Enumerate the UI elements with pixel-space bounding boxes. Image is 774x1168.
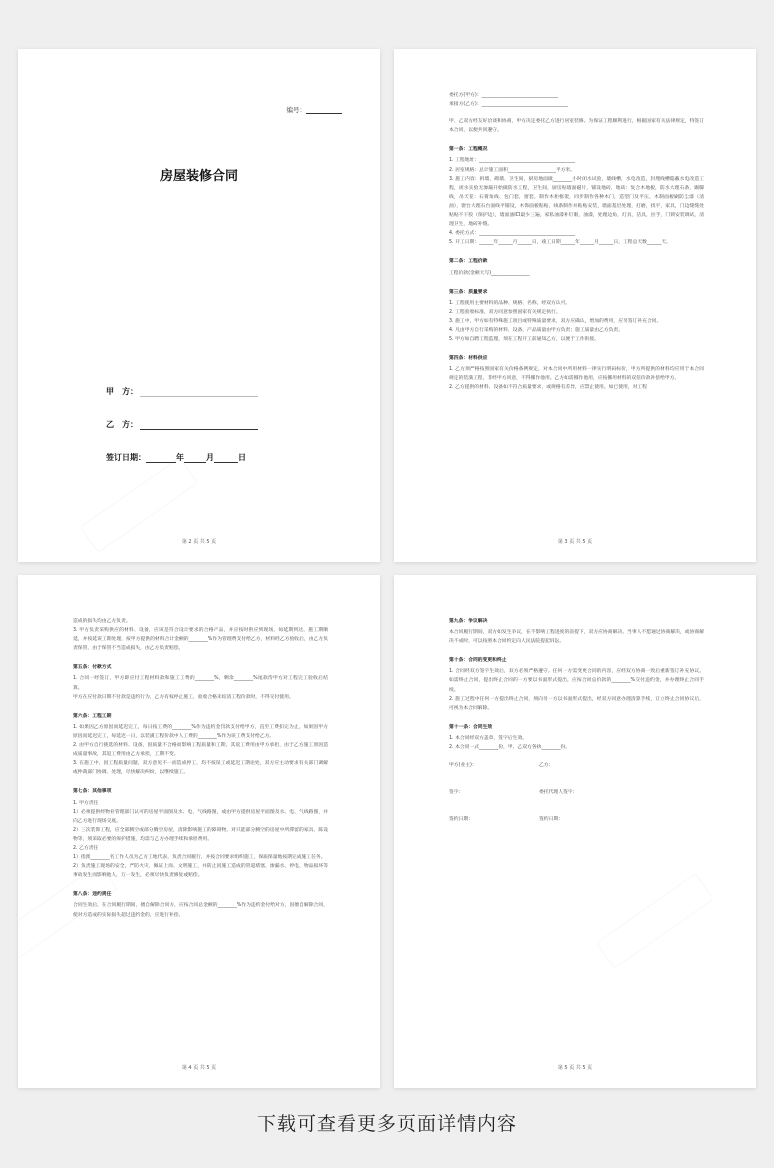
- clause-paragraph: 5. 开工日期：______年______月______日，竣工日期______年______月______日，工程总天数______天。: [449, 240, 671, 246]
- page-4-body: [73, 617, 328, 920]
- clause-paragraph: 1. 工程地址：________________________________________: [449, 158, 576, 164]
- signature-right-label: 委托代理人签字：: [539, 790, 578, 796]
- clause-paragraph: 承接方(乙方)：____________________________________: [449, 102, 568, 108]
- signature-row: [449, 788, 704, 797]
- clause-paragraph: 造成的损失均由乙方负责。: [73, 619, 131, 624]
- contract-page-5: [394, 575, 756, 1088]
- signature-block: [449, 761, 704, 824]
- clause-paragraph: 1. 如果因乙方原因而延迟完工，每日按工费的________%作为违约金罚款支付给甲方，直至工费扣完为止，如果因甲方原因而延迟完工，每延迟一日，以装潢工程价款中人工费的________%作为误工费支付给乙方。: [73, 724, 328, 739]
- clause-paragraph: 4. 委托方式：________________________________________: [449, 231, 576, 237]
- clause-paragraph: 4. 凡由甲方自行采购的材料、设备，产品质量由甲方负责；施工质量由乙方负责。: [449, 327, 623, 333]
- clause-paragraph: 2. 乙方提供的材料、设备如不符合质量要求，或规格有差异，应禁止使用。如已使用，对工程: [449, 385, 647, 391]
- clause-paragraph: 1）必须提供经物业管理部门认可的房屋平面图及水、电、气线路图，或由甲方提供房屋平面图及水、电、气线路图，并向乙方进行现场交底。: [73, 809, 328, 824]
- clause-paragraph: 甲、乙双方经友好洽谈和协商，甲方决定委托乙方进行居室装修。为保证工程顺利进行，根据国家有关法律规定，特签订本合同，以便共同遵守。: [449, 119, 704, 134]
- clause-heading: 第三条：质量要求: [449, 289, 488, 295]
- party-b-blank: [140, 421, 258, 430]
- clause-heading: 第五条：付款方式: [73, 665, 112, 671]
- clause-paragraph: 2. 本合同一式________份，甲、乙双方各执________份。: [449, 745, 571, 751]
- clause-paragraph: 2）三次装饰工程，应全部腾空或部分腾空房屋，清除影响施工的障碍物，对只能部分腾空的房屋中所滞留的家具、陈设物等，须采取必要的保护措施，均需与乙方办理手续和承担费用。: [73, 827, 328, 842]
- clause-heading: 第十条：合同的变更和终止: [449, 658, 507, 664]
- day-blank: [214, 454, 238, 463]
- signature-right-label: 乙方：: [539, 763, 554, 769]
- contract-number-label: 编号：: [286, 106, 306, 114]
- month-label: 月: [206, 453, 214, 462]
- contract-page-3: [394, 49, 756, 562]
- clause-paragraph: 5. 甲方如自聘工程监理，须在工程开工前通知乙方，以便于工作衔接。: [449, 337, 600, 343]
- page-number: 第 2 页 共 5 页: [181, 539, 217, 545]
- cover-page: [18, 49, 380, 562]
- page-5-clauses: [449, 617, 704, 752]
- clause-paragraph: 2. 由甲方自行挑选的材料、设备，因质量不合格而影响工程质量和工期，其返工费用由甲方承担，由于乙方施工原因造成质量事故，其返工费用由乙方承担，工期不变。: [73, 743, 328, 758]
- clause-paragraph: 2. 居室规格：总计施工面积____________________平方米。: [449, 167, 576, 173]
- page-3-body: [449, 91, 704, 393]
- clause-paragraph: 1）指派________名工作人员为乙方工地代表，负责合同履行，并按合同要求组织施工，保质保量地按期完成施工任务。: [73, 855, 326, 861]
- page-number: 第 4 页 共 5 页: [181, 1065, 217, 1071]
- clause-paragraph: 本合同履行期间，双方如发生争议，在不影响工程进度的前提下，双方应协商解决。当事人不愿通过协商解决，或协商解决不成时，可以按照本合同约定向人民法院提起诉讼。: [449, 630, 704, 645]
- contract-number: [287, 105, 343, 114]
- page-5-body: [449, 617, 704, 842]
- sign-date-label: 签订日期：: [106, 453, 146, 462]
- clause-paragraph: 1. 本合同经双方盖章、签字后生效。: [449, 735, 528, 741]
- clause-paragraph: 1. 乙方须严格按照国家有关价格条例规定，对本合同中所用材料一律实行明码标价，甲方所提供的材料均应用于本合同规定的装潢工程，非经甲方同意，不得挪作他用。乙方如需挪作他用，应按挪用材料的双倍价款补偿给甲方。: [449, 367, 704, 382]
- month-blank: [184, 454, 206, 463]
- contract-title: 房屋装修合同: [159, 169, 238, 184]
- contract-number-blank: [306, 107, 342, 114]
- watermark: [596, 873, 714, 969]
- day-label: 日: [238, 453, 246, 462]
- clause-heading: 第六条：工程工期: [73, 713, 112, 719]
- party-a-label: 甲 方：: [106, 387, 138, 396]
- clause-paragraph: 2. 工程验收标准，双方同意参照国家有关规定执行。: [449, 309, 561, 315]
- year-label: 年: [176, 453, 184, 462]
- clause-paragraph: 1. 合同一经签订，甲方即应付工程材料款和施工工费的________%，剩余________%尾款待甲方对工程完工验收后结算。: [73, 676, 328, 691]
- clause-paragraph: 3. 甲方负责采购供应的材料、设备，应该是符合设计要求的合格产品，并应按时供应到现场，如延期到达，施工期顺延，并按延误工期处理，按甲方提供的材料合计金额的________%作为管理费支付给乙方，材料经乙方验收后，由乙方负责保管，由于保管不当造成损失，由乙方负责赔偿。: [73, 628, 328, 652]
- signature-left-label: 签字：: [449, 790, 464, 796]
- page-number: 第 3 页 共 5 页: [557, 539, 593, 545]
- download-caption: 下载可查看更多页面详情内容: [256, 1113, 517, 1135]
- clause-heading: 第十一条：合同生效: [449, 724, 493, 730]
- clause-paragraph: 委托方(甲方)：________________________________: [449, 93, 559, 98]
- clause-paragraph: 1. 工程使用主要材料的品种、规格、名称，经双方认可。: [449, 300, 571, 306]
- clause-paragraph: 2. 乙方责任: [73, 845, 99, 851]
- clause-paragraph: 合同生效后，在合同履行期间，擅自解除合同方，应按合同总金额的________%作为违约金付给对方，因擅自解除合同，使对方造成的实际损失超过违约金的，应进行补偿。: [73, 903, 328, 918]
- party-b-label: 乙 方：: [106, 420, 138, 429]
- clause-heading: 第四条：材料供应: [449, 356, 488, 362]
- clause-paragraph: 3. 施工中，甲方如有特殊施工项目或特殊质量要求，双方应确认，增加的费用，应另签订补充合同。: [449, 318, 662, 324]
- party-a-blank: [140, 388, 258, 397]
- clause-paragraph: 2. 施工过程中任何一方提出终止合同，须向另一方以书面形式提出，经双方同意办理清算手续，订立终止合同协议后，可视为本合同解除。: [449, 696, 704, 711]
- clause-heading: 第二条：工程价款: [449, 259, 488, 265]
- clause-paragraph: 工程价款(金额大写)________________: [449, 270, 530, 276]
- clause-paragraph: 3. 在施工中，因工程质量问题，双方意见不一而造成停工，均不按误工或延迟工期论处，双方应主动要求有关部门调解或仲裁部门协调、处理，尽快解决纠纷，以继续施工。: [73, 761, 328, 776]
- clause-heading: 第一条：工程概况: [449, 147, 488, 153]
- clause-heading: 第八条：违约责任: [73, 892, 112, 898]
- clause-paragraph: 甲方在应付款日期不付款是违约行为，乙方有权停止施工，验收合格未结清工程价款时，不得交付使用。: [73, 694, 294, 700]
- signature-left-label: 甲方(业主)：: [449, 763, 477, 769]
- clause-paragraph: 2）负责施工现场的安全，严防火灾、佩证上岗、文明施工，并防止因施工造成的管道堵塞、渗漏水、停电、物品损坏等事故发生而影响他人，万一发生，必须尽快负责修复或赔偿。: [73, 864, 328, 879]
- clause-heading: 第九条：争议解决: [449, 619, 488, 624]
- signature-row: [449, 761, 704, 770]
- clause-paragraph: 1. 合同经双方签字生效后，双方必须严格遵守。任何一方需变更合同的内容，应经双方协商一致后重新签订补充协议。如需终止合同，提出终止合同的一方要以书面形式提出，应按合同总价款的________%交付违约金，并办理终止合同手续。: [449, 669, 704, 693]
- signature-row: [449, 815, 704, 824]
- clause-heading: 第七条：其他事项: [73, 789, 112, 795]
- contract-page-4: [18, 575, 380, 1088]
- clause-paragraph: 3. 施工内容：拆墙、砌墙、卫生间，厨房地面做________小时闭水试验，墙线槽，水电改造，封埋线槽隐蔽水电改造工程，闭水实验无渗漏开始做防水工程，卫生间，厨房贴墙面磁片，铺设地砖，地砖：复合木地板，防水大理石条，踢脚线，吊天花：石膏角线、包门套，窗套，制作木柜框架，同步制作各种木门，造型门及平压，木制面板刷防尘漆（清油），窗台大理石台面线平铺设，木饰面板粘贴，线条制作并粘贴安装，墙面基层处理，打磨，找平，家具，门边缝缝处贴贴不干胶（保护边），墙面油ICI最少三遍，家私油漆补钉眼，油漆，处理边角，灯具，洁具，拉手，门锁安装调试，清理卫生，地砖补缝。: [449, 176, 704, 228]
- signature-left-label: 签约日期：: [449, 817, 473, 823]
- clause-paragraph: 1. 甲方责任: [73, 800, 99, 806]
- page-number: 第 5 页 共 5 页: [557, 1065, 593, 1071]
- party-b-row: [106, 419, 258, 430]
- party-a-row: [106, 386, 258, 397]
- signature-right-label: 签约日期：: [539, 817, 563, 823]
